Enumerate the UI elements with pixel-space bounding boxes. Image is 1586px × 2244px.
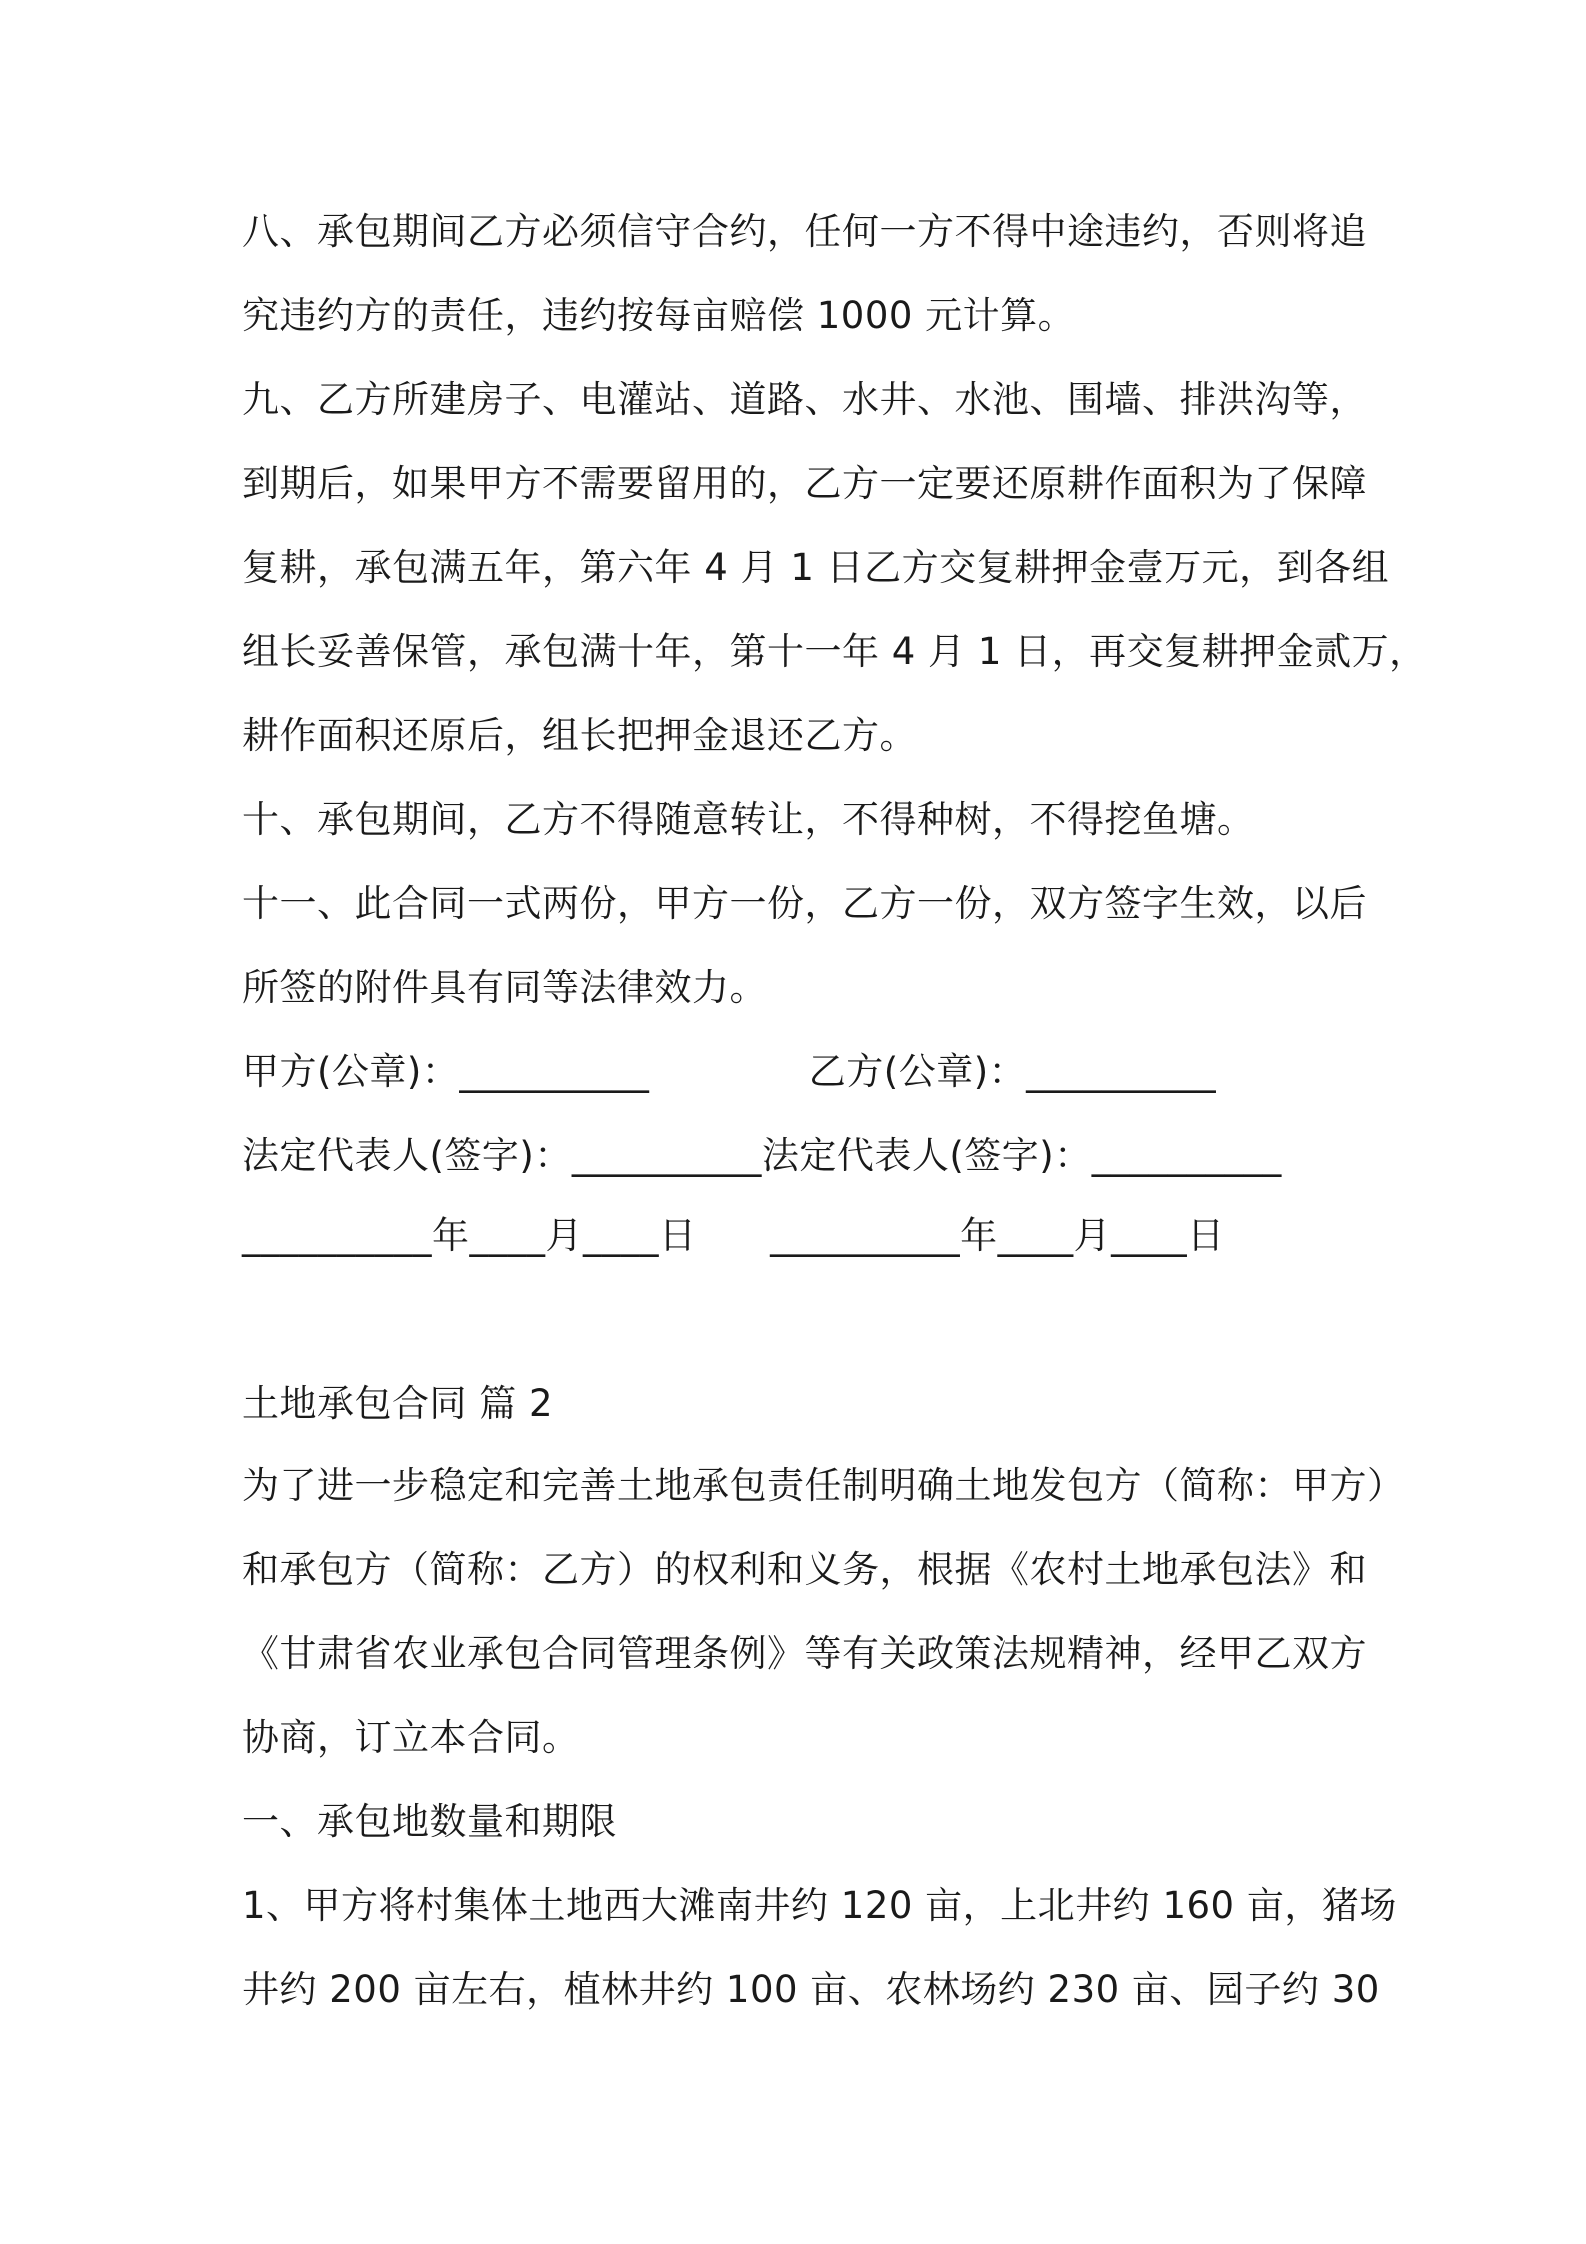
signature-seal-line: 甲方(公章)：__________ 乙方(公章)：__________: [242, 1050, 1217, 1093]
intro-line-4: 协商，订立本合同。: [242, 1716, 580, 1759]
clause-9-line-3: 复耕，承包满五年，第六年 4 月 1 日乙方交复耕押金壹万元，到各组: [242, 546, 1390, 589]
clause-9-line-1: 九、乙方所建房子、电灌站、道路、水井、水池、围墙、排洪沟等，: [242, 378, 1367, 421]
intro-line-2: 和承包方（简称：乙方）的权利和义务，根据《农村土地承包法》和: [242, 1548, 1367, 1591]
clause-10-line-1: 十、承包期间，乙方不得随意转让，不得种树，不得挖鱼塘。: [242, 798, 1255, 841]
clause-9-line-2: 到期后，如果甲方不需要留用的，乙方一定要还原耕作面积为了保障: [242, 462, 1367, 505]
item-1-line-2: 井约 200 亩左右，植林井约 100 亩、农林场约 230 亩、园子约 30: [242, 1968, 1380, 2011]
section-title: 土地承包合同 篇 2: [242, 1382, 554, 1425]
clause-9-line-5: 耕作面积还原后，组长把押金退还乙方。: [242, 714, 917, 757]
heading-land-quantity: 一、承包地数量和期限: [242, 1800, 617, 1843]
clause-8-line-1: 八、承包期间乙方必须信守合约，任何一方不得中途违约，否则将追: [242, 210, 1367, 253]
clause-11-line-1: 十一、此合同一式两份，甲方一份，乙方一份，双方签字生效，以后: [242, 882, 1367, 925]
clause-11-line-2: 所签的附件具有同等法律效力。: [242, 966, 767, 1009]
item-1-line-1: 1、甲方将村集体土地西大滩南井约 120 亩，上北井约 160 亩，猪场: [242, 1884, 1397, 1927]
clause-8-line-2: 究违约方的责任，违约按每亩赔偿 1000 元计算。: [242, 294, 1076, 337]
intro-line-3: 《甘肃省农业承包合同管理条例》等有关政策法规精神，经甲乙双方: [242, 1632, 1367, 1675]
signature-representative-line: 法定代表人(签字)：__________法定代表人(签字)：__________: [242, 1134, 1282, 1177]
signature-date-line: __________年____月____日 __________年____月____日: [242, 1214, 1225, 1257]
clause-9-line-4: 组长妥善保管，承包满十年，第十一年 4 月 1 日，再交复耕押金贰万，: [242, 630, 1427, 673]
intro-line-1: 为了进一步稳定和完善土地承包责任制明确土地发包方（简称：甲方）: [242, 1464, 1405, 1507]
